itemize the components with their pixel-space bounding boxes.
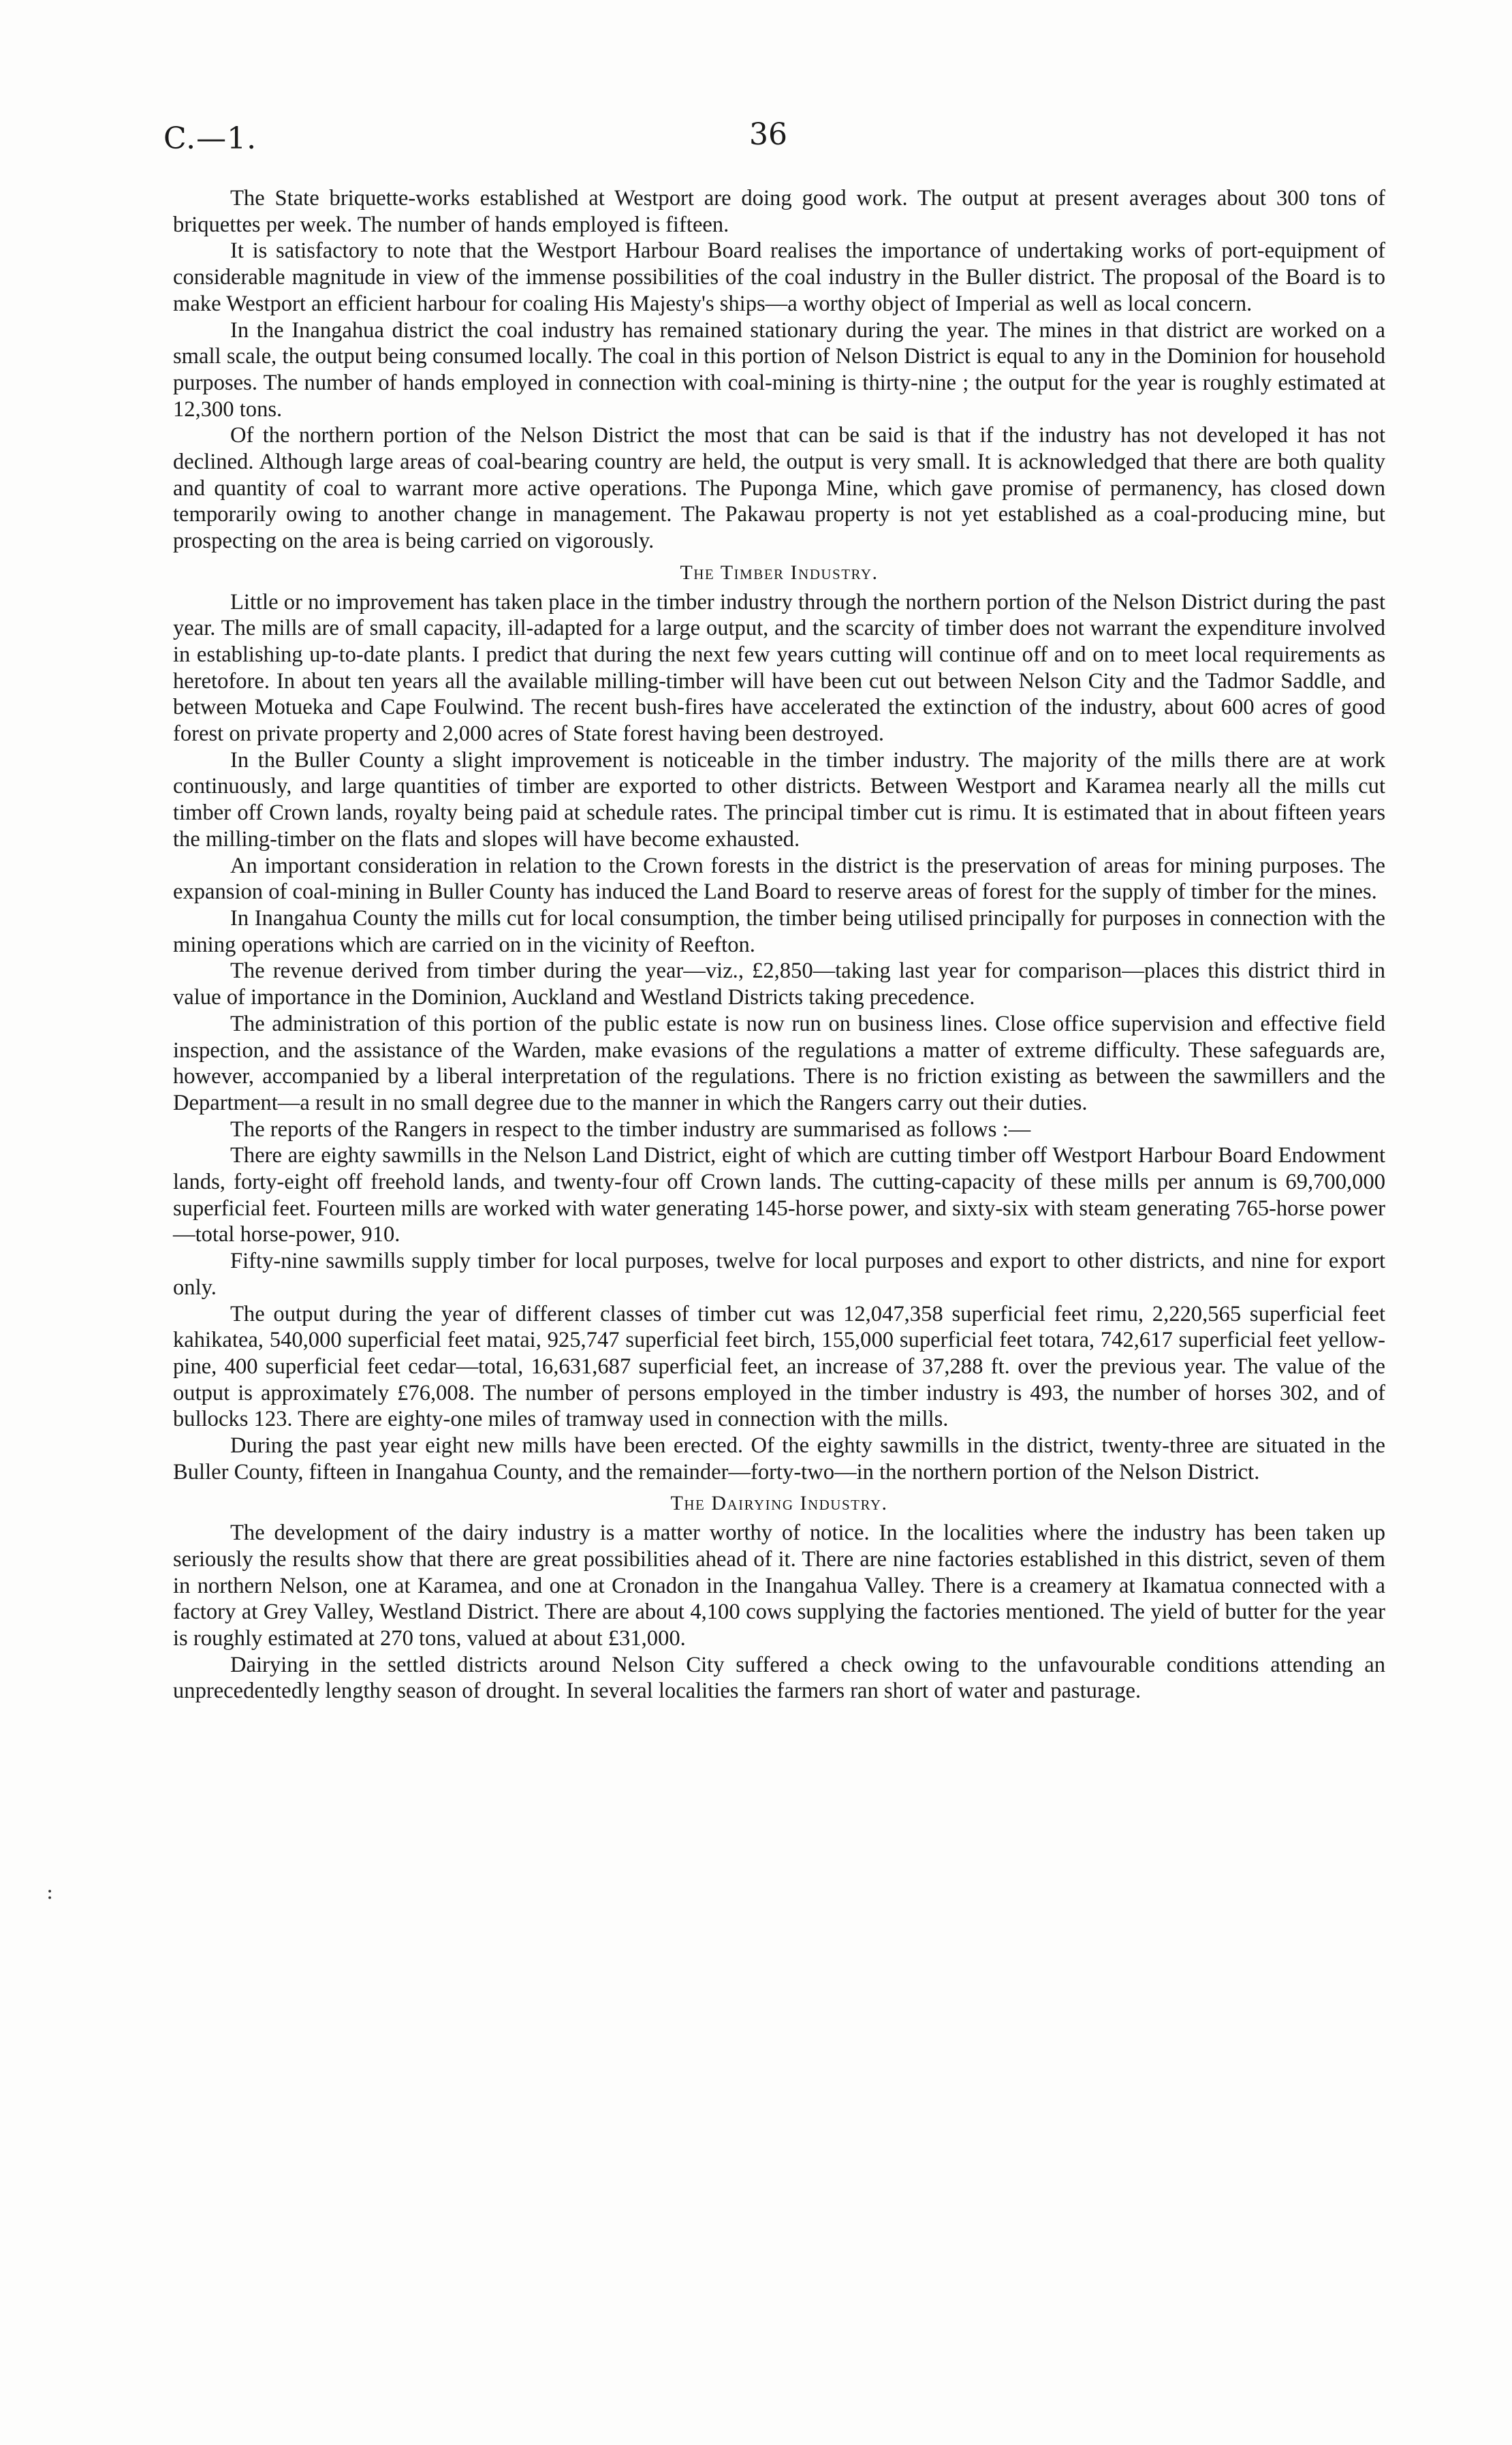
paragraph: There are eighty sawmills in the Nelson Land District, eight of which are cutting timber off Westport Harbour Board Endowment lands, forty-eight off freehold lands, and twenty-four off Crown lands. The cutting-capacity of these mills per annum is 69,700,000 superficial feet. Fourteen mills are worked with water generating 145-horse power, and sixty-six with steam generating 765-horse power —total horse-power, 910. (173, 1143, 1385, 1247)
paragraph: The State briquette-works established at Westport are doing good work. The output at present averages about 300 tons of briquettes per week. The number of hands employed is fifteen. (173, 186, 1385, 237)
paragraph: It is satisfactory to note that the Westport Harbour Board realises the importance of undertaking works of port-equipment of considerable magnitude in view of the immense possibilities of the coal industry in the Buller district. The proposal of the Board is to make Westport an efficient harbour for coaling His Majesty's ships—a worthy object of Imperial as well as local concern. (173, 238, 1385, 316)
body-text (173, 185, 1385, 1704)
document-reference: C.—1. (163, 121, 257, 156)
paragraph: During the past year eight new mills have been erected. Of the eighty sawmills in the district, twenty-three are situated in the Buller County, fifteen in Inangahua County, and the remainder—forty-two—in the northern portion of the Nelson District. (173, 1433, 1385, 1484)
section-heading-dairying: The Dairying Industry. (670, 1492, 888, 1515)
paragraph: In the Inangahua district the coal industry has remained stationary during the year. The mines in that district are worked on a small scale, the output being consumed locally. The coal in this portion of Nelson District is equal to any in the Dominion for household purposes. The number of hands employed in connection with coal-mining is thirty-nine ; the output for the year is roughly estimated at 12,300 tons. (173, 317, 1385, 422)
paragraph: The reports of the Rangers in respect to the timber industry are summarised as follows :— (230, 1117, 1031, 1142)
paragraph: Little or no improvement has taken place in the timber industry through the northern portion of the Nelson District during the past year. The mills are of small capacity, ill-adapted for a large output, and the scarcity of timber does not warrant the expenditure involved in establishing up-to-date plants. I predict that during the next few years cutting will continue off and on to meet local requirements as heretofore. In about ten years all the available milling-timber will have been cut out between Nelson City and the Tadmor Saddle, and between Motueka and Cape Foulwind. The recent bush-fires have accelerated the extinction of the industry, about 600 acres of good forest on private property and 2,000 acres of State forest having been destroyed. (173, 589, 1385, 747)
margin-mark: : (46, 1880, 54, 1904)
paragraph: In the Buller County a slight improvement is noticeable in the timber industry. The majority of the mills there are at work continuously, and large quantities of timber are exported to other districts. Between Westport and Karamea nearly all the mills cut timber off Crown lands, royalty being paid at schedule rates. The principal timber cut is rimu. It is estimated that in about fifteen years the milling-timber on the flats and slopes will have become exhausted. (173, 747, 1385, 852)
paragraph: The development of the dairy industry is a matter worthy of notice. In the localities where the industry has been taken up seriously the results show that there are great possibilities ahead of it. There are nine factories established in this district, seven of them in northern Nelson, one at Karamea, and one at Cronadon in the Inangahua Valley. There is a creamery at Ikamatua connected with a factory at Grey Valley, Westland District. There are about 4,100 cows supplying the factories mentioned. The yield of butter for the year is roughly estimated at 270 tons, valued at about £31,000. (173, 1521, 1385, 1651)
paragraph: Fifty-nine sawmills supply timber for local purposes, twelve for local purposes and export to other districts, and nine for export only. (173, 1249, 1385, 1300)
paragraph: Of the northern portion of the Nelson District the most that can be said is that if the industry has not developed it has not declined. Although large areas of coal-bearing country are held, the output is very small. It is acknowledged that there are both quality and quantity of coal to warrant more active operations. The Puponga Mine, which gave promise of permanency, has closed down temporarily owing to another change in management. The Pakawau property is not yet established as a coal-producing mine, but prospecting on the area is being carried on vigorously. (173, 423, 1385, 554)
paragraph: An important consideration in relation to the Crown forests in the district is the preservation of areas for mining purposes. The expansion of coal-mining in Buller County has induced the Land Board to reserve areas of forest for the supply of timber for the mines. (173, 853, 1385, 905)
paragraph: In Inangahua County the mills cut for local consumption, the timber being utilised principally for purposes in connection with the mining operations which are carried on in the vicinity of Reefton. (173, 905, 1385, 957)
paragraph: Dairying in the settled districts around Nelson City suffered a check owing to the unfavourable conditions attending an unprecedentedly lengthy season of drought. In several localities the farmers ran short of water and pasturage. (173, 1652, 1385, 1704)
paragraph: The revenue derived from timber during the year—viz., £2,850—taking last year for comparison—places this district third in value of importance in the Dominion, Auckland and Westland Districts taking precedence. (173, 959, 1385, 1010)
paragraph: The administration of this portion of the public estate is now run on business lines. Close office supervision and effective field inspection, and the assistance of the Warden, make evasions of the regulations a matter of extreme difficulty. These safeguards are, however, accompanied by a liberal interpretation of the regulations. There is no friction existing as between the sawmillers and the Department—a result in no small degree due to the manner in which the Rangers carry out their duties. (173, 1011, 1385, 1115)
section-heading-timber: The Timber Industry. (680, 561, 879, 584)
paragraph: The output during the year of different classes of timber cut was 12,047,358 superficial feet rimu, 2,220,565 superficial feet kahikatea, 540,000 superficial feet matai, 925,747 superficial feet birch, 155,000 superficial feet totara, 742,617 superficial feet yellow-pine, 400 superficial feet cedar—total, 16,631,687 superficial feet, an increase of 37,288 ft. over the previous year. The value of the output is approximately £76,008. The number of persons employed in the timber industry is 493, the number of horses 302, and of bullocks 123. There are eighty-one miles of tramway used in connection with the mills. (173, 1301, 1385, 1432)
page-number: 36 (749, 117, 787, 152)
